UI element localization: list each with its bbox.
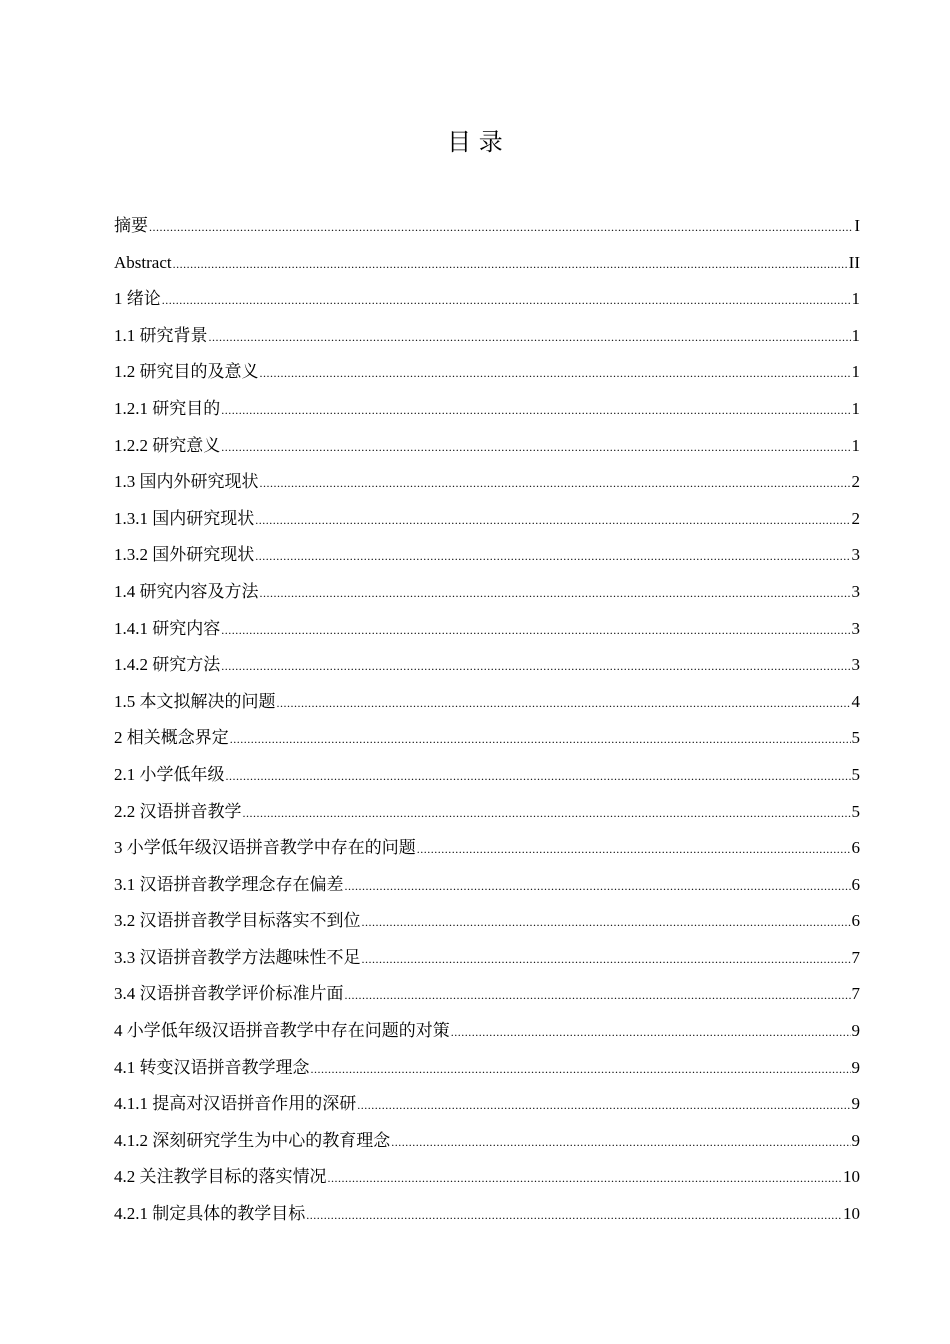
toc-entry-page-number: 6 bbox=[851, 911, 860, 931]
dot-leader bbox=[230, 721, 851, 758]
dot-leader bbox=[417, 831, 851, 868]
toc-entry-page-number: 2 bbox=[851, 508, 860, 528]
toc-entry[interactable] bbox=[114, 428, 860, 465]
toc-entry[interactable] bbox=[114, 501, 860, 538]
toc-entry[interactable] bbox=[114, 281, 860, 318]
toc-entry-page-number: 1 bbox=[851, 325, 860, 345]
toc-entry-page-number: 10 bbox=[843, 1167, 860, 1187]
dot-leader bbox=[362, 904, 851, 941]
toc-entry-page-number: 1 bbox=[851, 362, 860, 382]
toc-entry-page-number: 5 bbox=[851, 764, 860, 784]
toc-entry-label: 4.1.1 提高对汉语拼音作用的深研 bbox=[114, 1094, 357, 1114]
dot-leader bbox=[391, 1124, 850, 1161]
toc-entry[interactable] bbox=[114, 318, 860, 355]
toc-entry-label: 2.1 小学低年级 bbox=[114, 764, 225, 784]
toc-entry-page-number: 6 bbox=[851, 838, 860, 858]
dot-leader bbox=[221, 612, 850, 649]
toc-entry[interactable] bbox=[114, 611, 860, 648]
toc-entry[interactable] bbox=[114, 391, 860, 428]
toc-entry-page-number: 3 bbox=[851, 545, 860, 565]
toc-entry-label: 4.1.2 深刻研究学生为中心的教育理念 bbox=[114, 1130, 391, 1150]
toc-entry[interactable] bbox=[114, 1086, 860, 1123]
toc-entry-page-number: 3 bbox=[851, 581, 860, 601]
toc-entry-page-number: 9 bbox=[851, 1094, 860, 1114]
toc-entry-label: 1.4.2 研究方法 bbox=[114, 655, 221, 675]
toc-entry[interactable] bbox=[114, 794, 860, 831]
toc-entry-label: 1.3 国内外研究现状 bbox=[114, 472, 259, 492]
toc-entry-label: 3.4 汉语拼音教学评价标准片面 bbox=[114, 984, 344, 1004]
dot-leader bbox=[451, 1014, 851, 1051]
dot-leader bbox=[162, 282, 851, 319]
toc-entry[interactable] bbox=[114, 940, 860, 977]
toc-entry-label: 1.5 本文拟解决的问题 bbox=[114, 691, 276, 711]
toc-entry-label: 1.1 研究背景 bbox=[114, 325, 208, 345]
dot-leader bbox=[260, 575, 851, 612]
toc-entry[interactable] bbox=[114, 976, 860, 1013]
toc-entry-label: 3.1 汉语拼音教学理念存在偏差 bbox=[114, 874, 344, 894]
toc-entry-page-number: 5 bbox=[851, 801, 860, 821]
toc-entry[interactable] bbox=[114, 1159, 860, 1196]
toc-entry-label: 4.2.1 制定具体的教学目标 bbox=[114, 1204, 306, 1224]
toc-entry-page-number: I bbox=[854, 216, 860, 235]
toc-entry-page-number: II bbox=[848, 252, 860, 272]
toc-entry[interactable] bbox=[114, 647, 860, 684]
toc-title: 目 录 bbox=[447, 128, 503, 156]
toc-entry-label: 3.2 汉语拼音教学目标落实不到位 bbox=[114, 911, 361, 931]
toc-entry-label: 1 绪论 bbox=[114, 289, 161, 309]
toc-list bbox=[114, 208, 860, 1233]
toc-entry-label: 摘要 bbox=[114, 216, 148, 235]
dot-leader bbox=[173, 246, 848, 283]
dot-leader bbox=[221, 392, 850, 429]
dot-leader bbox=[328, 1160, 843, 1197]
toc-entry-label: 1.4 研究内容及方法 bbox=[114, 581, 259, 601]
toc-entry-page-number: 2 bbox=[851, 472, 860, 492]
toc-entry-label: 4.1 转变汉语拼音教学理念 bbox=[114, 1057, 310, 1077]
dot-leader bbox=[260, 465, 851, 502]
toc-entry[interactable] bbox=[114, 1123, 860, 1160]
toc-entry-label: 4.2 关注教学目标的落实情况 bbox=[114, 1167, 327, 1187]
dot-leader bbox=[357, 1087, 850, 1124]
toc-entry[interactable] bbox=[114, 574, 860, 611]
toc-entry-label: 1.3.1 国内研究现状 bbox=[114, 508, 255, 528]
dot-leader bbox=[345, 868, 851, 905]
dot-leader bbox=[149, 209, 853, 246]
toc-entry[interactable] bbox=[114, 720, 860, 757]
toc-entry-label: 3.3 汉语拼音教学方法趣味性不足 bbox=[114, 947, 361, 967]
toc-entry[interactable] bbox=[114, 354, 860, 391]
toc-entry-label: 2.2 汉语拼音教学 bbox=[114, 801, 242, 821]
toc-entry-label: 3 小学低年级汉语拼音教学中存在的问题 bbox=[114, 838, 416, 858]
toc-entry-label: 1.2.2 研究意义 bbox=[114, 435, 221, 455]
dot-leader bbox=[345, 977, 851, 1014]
toc-entry-page-number: 4 bbox=[851, 691, 860, 711]
toc-entry-page-number: 3 bbox=[851, 618, 860, 638]
dot-leader bbox=[306, 1197, 842, 1234]
dot-leader bbox=[311, 1051, 851, 1088]
toc-entry-page-number: 3 bbox=[851, 655, 860, 675]
toc-entry[interactable] bbox=[114, 464, 860, 501]
dot-leader bbox=[277, 685, 851, 722]
toc-entry-page-number: 7 bbox=[851, 984, 860, 1004]
toc-entry-label: 1.3.2 国外研究现状 bbox=[114, 545, 255, 565]
toc-entry-page-number: 1 bbox=[851, 289, 860, 309]
dot-leader bbox=[209, 319, 851, 356]
toc-entry[interactable] bbox=[114, 757, 860, 794]
toc-entry-label: 1.2 研究目的及意义 bbox=[114, 362, 259, 382]
toc-entry-label: Abstract bbox=[114, 252, 172, 272]
toc-entry-page-number: 7 bbox=[851, 947, 860, 967]
dot-leader bbox=[221, 429, 850, 466]
toc-entry[interactable] bbox=[114, 867, 860, 904]
toc-entry-page-number: 6 bbox=[851, 874, 860, 894]
toc-entry[interactable] bbox=[114, 903, 860, 940]
toc-entry[interactable] bbox=[114, 830, 860, 867]
toc-entry-page-number: 1 bbox=[851, 398, 860, 418]
toc-entry-label: 1.2.1 研究目的 bbox=[114, 398, 221, 418]
toc-entry-page-number: 5 bbox=[851, 728, 860, 748]
toc-entry[interactable] bbox=[114, 684, 860, 721]
dot-leader bbox=[243, 795, 851, 832]
toc-entry[interactable] bbox=[114, 537, 860, 574]
toc-entry-label: 4 小学低年级汉语拼音教学中存在问题的对策 bbox=[114, 1021, 450, 1041]
toc-entry[interactable] bbox=[114, 1050, 860, 1087]
dot-leader bbox=[255, 538, 850, 575]
dot-leader bbox=[255, 502, 850, 539]
dot-leader bbox=[260, 355, 851, 392]
toc-entry[interactable] bbox=[114, 245, 860, 282]
toc-entry-page-number: 9 bbox=[851, 1130, 860, 1150]
toc-entry[interactable] bbox=[114, 208, 860, 245]
toc-entry[interactable] bbox=[114, 1013, 860, 1050]
toc-entry-page-number: 9 bbox=[851, 1057, 860, 1077]
toc-entry-label: 1.4.1 研究内容 bbox=[114, 618, 221, 638]
dot-leader bbox=[362, 941, 851, 978]
toc-entry-page-number: 1 bbox=[851, 435, 860, 455]
toc-entry-page-number: 9 bbox=[851, 1021, 860, 1041]
dot-leader bbox=[221, 648, 850, 685]
dot-leader bbox=[226, 758, 851, 795]
toc-entry-page-number: 10 bbox=[843, 1204, 860, 1224]
toc-entry[interactable] bbox=[114, 1196, 860, 1233]
toc-entry-label: 2 相关概念界定 bbox=[114, 728, 229, 748]
